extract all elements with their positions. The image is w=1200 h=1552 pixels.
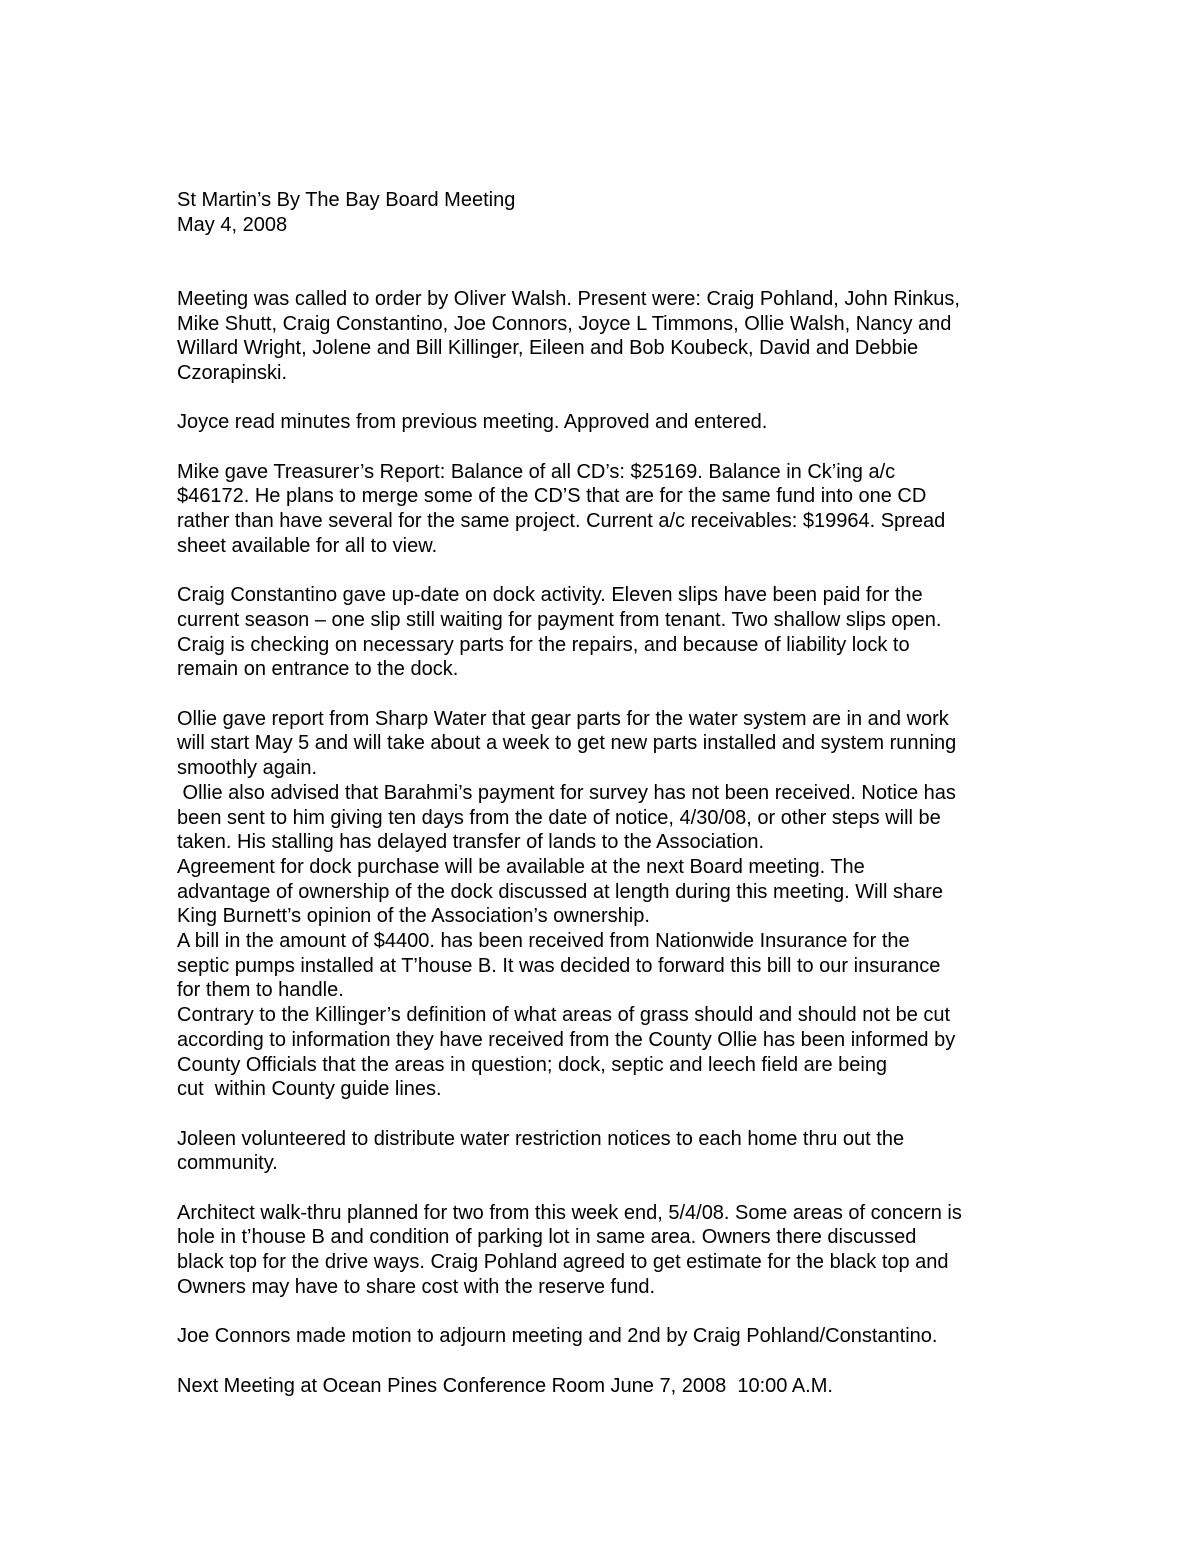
text-line: cut within County guide lines.	[177, 1078, 442, 1101]
paragraph-spacer	[177, 559, 1057, 584]
paragraph-spacer	[177, 1176, 1057, 1201]
text-line: will start May 5 and will take about a week to get new parts installed and system running	[177, 732, 957, 755]
text-line: remain on entrance to the dock.	[177, 658, 459, 681]
text-line: smoothly again.	[177, 757, 318, 780]
text-line: current season – one slip still waiting for payment from tenant. Two shallow slips open.	[177, 608, 942, 631]
text-line: Craig is checking on necessary parts for the repairs, and because of liability lock to	[177, 633, 910, 656]
document-page	[177, 188, 1057, 1398]
text-line: County Officials that the areas in question; dock, septic and leech field are being	[177, 1053, 888, 1076]
text-line: Ollie also advised that Barahmi’s payment for survey has not been received. Notice has	[177, 781, 956, 804]
text-line: Contrary to the Killinger’s definition of what areas of grass should and should not be cut	[177, 1004, 951, 1027]
adjourn-paragraph	[177, 1324, 1057, 1349]
text-line: Willard Wright, Jolene and Bill Killinger, Eileen and Bob Koubeck, David and Debbie	[177, 337, 919, 360]
text-line: Joe Connors made motion to adjourn meeting and 2nd by Craig Pohland/Constantino.	[177, 1325, 938, 1348]
text-line: according to information they have received from the County Ollie has been informed by	[177, 1028, 956, 1051]
document-header	[177, 188, 1057, 237]
text-line: Architect walk-thru planned for two from this week end, 5/4/08. Some areas of concern is	[177, 1201, 962, 1224]
text-line: septic pumps installed at T’house B. It was decided to forward this bill to our insurance	[177, 954, 941, 977]
text-line: sheet available for all to view.	[177, 534, 438, 557]
text-line: Owners may have to share cost with the reserve fund.	[177, 1275, 655, 1298]
text-line: A bill in the amount of $4400. has been received from Nationwide Insurance for the	[177, 930, 910, 953]
spacer	[177, 237, 1057, 286]
text-line: for them to handle.	[177, 979, 344, 1002]
text-line: Joyce read minutes from previous meeting. Approved and entered.	[177, 411, 768, 434]
document-date: May 4, 2008	[177, 213, 288, 236]
text-line: rather than have several for the same project. Current a/c receivables: $19964. Spread	[177, 510, 946, 533]
text-line: Mike Shutt, Craig Constantino, Joe Connors, Joyce L Timmons, Ollie Walsh, Nancy and	[177, 312, 952, 335]
text-line: Meeting was called to order by Oliver Walsh. Present were: Craig Pohland, John Rinkus,	[177, 287, 960, 310]
text-line: Agreement for dock purchase will be available at the next Board meeting. The	[177, 855, 865, 878]
dock-paragraph	[177, 583, 1057, 682]
minutes-paragraph	[177, 410, 1057, 435]
paragraph-spacer	[177, 682, 1057, 707]
paragraph-spacer	[177, 1102, 1057, 1127]
paragraph-spacer	[177, 1349, 1057, 1374]
text-line: community.	[177, 1152, 278, 1175]
paragraph-spacer	[177, 1300, 1057, 1325]
document-body	[177, 287, 1057, 1399]
architect-paragraph	[177, 1201, 1057, 1300]
treasurer-paragraph	[177, 460, 1057, 559]
text-line: Next Meeting at Ocean Pines Conference Room June 7, 2008 10:00 A.M.	[177, 1374, 833, 1397]
text-line: $46172. He plans to merge some of the CD’S that are for the same fund into one CD	[177, 485, 927, 508]
text-line: Mike gave Treasurer’s Report: Balance of all CD’s: $25169. Balance in Ck’ing a/c	[177, 460, 896, 483]
text-line: hole in t’house B and condition of parking lot in same area. Owners there discussed	[177, 1226, 917, 1249]
water-notice-paragraph	[177, 1127, 1057, 1176]
text-line: Ollie gave report from Sharp Water that gear parts for the water system are in and work	[177, 707, 949, 730]
text-line: King Burnett’s opinion of the Association’s ownership.	[177, 905, 650, 928]
next-meeting-paragraph	[177, 1374, 1057, 1399]
text-line: black top for the drive ways. Craig Pohland agreed to get estimate for the black top and	[177, 1251, 949, 1274]
document-title: St Martin’s By The Bay Board Meeting	[177, 189, 516, 211]
attendance-paragraph	[177, 287, 1057, 386]
text-line: Czorapinski.	[177, 361, 288, 384]
ollie-report-paragraph	[177, 707, 1057, 1102]
text-line: Craig Constantino gave up-date on dock activity. Eleven slips have been paid for the	[177, 584, 923, 607]
text-line: taken. His stalling has delayed transfer of lands to the Association.	[177, 831, 765, 854]
paragraph-spacer	[177, 386, 1057, 411]
text-line: advantage of ownership of the dock discussed at length during this meeting. Will share	[177, 880, 943, 903]
paragraph-spacer	[177, 435, 1057, 460]
text-line: Joleen volunteered to distribute water restriction notices to each home thru out the	[177, 1127, 905, 1150]
text-line: been sent to him giving ten days from the date of notice, 4/30/08, or other steps will be	[177, 806, 941, 829]
